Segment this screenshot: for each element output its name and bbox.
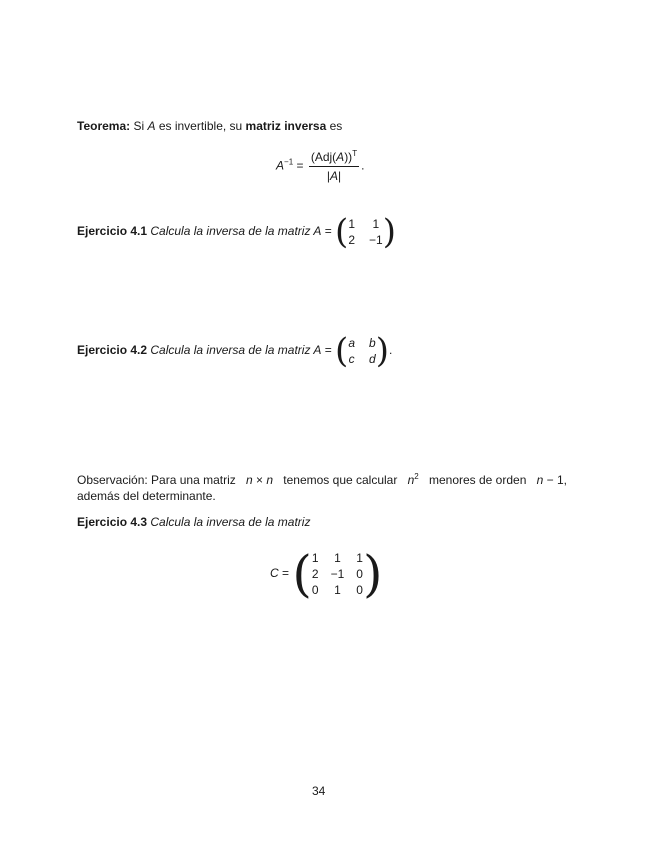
theorem-line: Teorema: Si A es invertible, su matriz inversa es — [77, 119, 343, 133]
theorem-label: Teorema: — [77, 119, 131, 133]
formula-numerator: $(Adj(A))^T$ — [309, 150, 359, 167]
exercise-4-1-label: Ejercicio 4.1 — [77, 224, 148, 239]
formula-fraction — [309, 150, 359, 183]
term-matriz-inversa: matriz inversa — [245, 119, 327, 133]
inverse-formula: $A^{-1}$ = $\frac{(Adj(A))^T}{|A|}$ . — [276, 149, 365, 183]
matrix-a-4-1: ( 1 1 2 −1 ) — [335, 212, 396, 252]
exercise-4-1: Ejercicio 4.1 Calcula la inversa de la matriz A = ( 1 1 2 −1 ) — [77, 212, 396, 252]
exercise-4-3: Ejercicio 4.3 Calcula la inversa de la matriz — [77, 515, 311, 529]
exercise-4-2-label: Ejercicio 4.2 — [77, 343, 148, 358]
matrix-c: ( 1 1 1 2 −1 0 0 1 0 ) — [292, 545, 383, 603]
matrix-c-display: C = ( 1 1 1 2 −1 0 0 1 0 ) — [270, 545, 383, 603]
exercise-4-2: Ejercicio 4.2 Calcula la inversa de la matriz A = ( a b c d ). — [77, 331, 393, 371]
formula-denominator: |A| — [326, 169, 342, 183]
page-number: 34 — [312, 784, 326, 798]
exercise-4-3-label: Ejercicio 4.3 — [77, 515, 148, 529]
observation-line-2: además del determinante. — [77, 489, 216, 503]
matrix-a-4-2: ( a b c d ) — [335, 331, 389, 371]
observation: Observación: Para una matriz n × n tenemos que calcular $n^2$ menores de orden n − 1, además del determinante. — [77, 472, 567, 503]
